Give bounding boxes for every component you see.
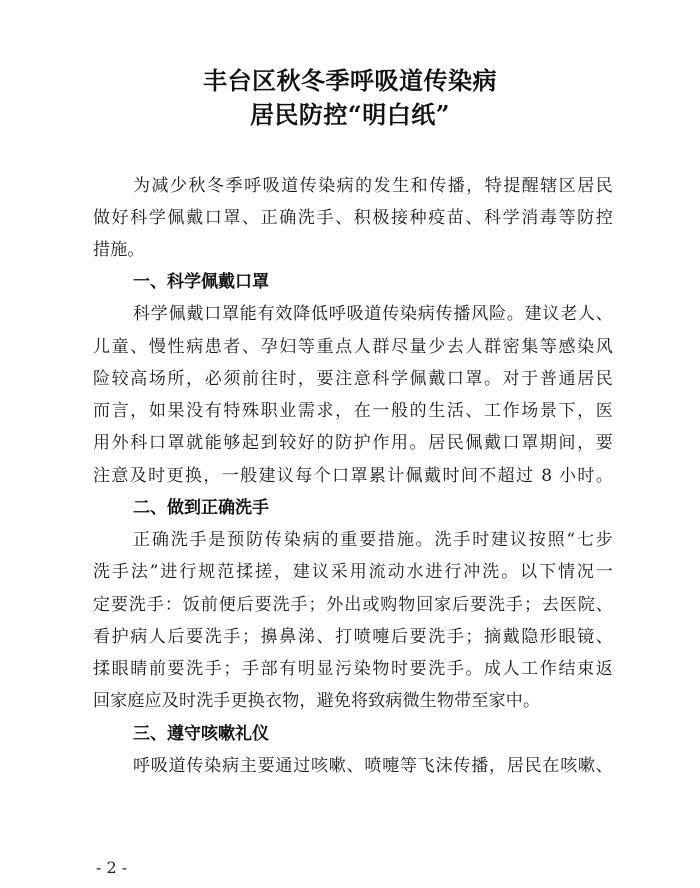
intro-line-3: 措施。 bbox=[93, 240, 145, 260]
intro-line-1: 为减少秋冬季呼吸道传染病的发生和传播，特提醒辖区居民 bbox=[133, 176, 613, 196]
masks-line-3: 险较高场所，必须前往时，要注意科学佩戴口罩。对于普通居民 bbox=[93, 369, 613, 389]
cough-line-1: 呼吸道传染病主要通过咳嗽、喷嚏等飞沫传播，居民在咳嗽、 bbox=[133, 756, 613, 776]
masks-line-2: 儿童、慢性病患者、孕妇等重点人群尽量少去人群密集等感染风 bbox=[93, 337, 613, 357]
intro-line-2: 做好科学佩戴口罩、正确洗手、积极接种疫苗、科学消毒等防控 bbox=[93, 208, 613, 228]
section-heading-cough-etiquette: 三、遵守咳嗽礼仪 bbox=[133, 724, 269, 744]
section-heading-handwashing: 二、做到正确洗手 bbox=[133, 498, 269, 518]
page-number: - 2 - bbox=[96, 858, 128, 877]
handwashing-line-5: 揉眼睛前要洗手；手部有明显污染物时要洗手。成人工作结束返 bbox=[93, 659, 613, 679]
document-title-line-1: 丰台区秋冬季呼吸道传染病 bbox=[203, 66, 497, 95]
masks-line-5: 用外科口罩就能够起到较好的防护作用。居民佩戴口罩期间，要 bbox=[93, 433, 613, 453]
handwashing-line-6: 回家庭应及时洗手更换衣物，避免将致病微生物带至家中。 bbox=[93, 691, 541, 711]
masks-line-4: 而言，如果没有特殊职业需求，在一般的生活、工作场景下，医 bbox=[93, 401, 613, 421]
handwashing-line-2: 洗手法”进行规范揉搓，建议采用流动水进行冲洗。以下情况一 bbox=[93, 562, 613, 582]
section-heading-masks: 一、科学佩戴口罩 bbox=[133, 272, 269, 292]
handwashing-line-4: 看护病人后要洗手；擤鼻涕、打喷嚏后要洗手；摘戴隐形眼镜、 bbox=[93, 627, 613, 647]
masks-line-1: 科学佩戴口罩能有效降低呼吸道传染病传播风险。建议老人、 bbox=[133, 304, 613, 324]
masks-line-6: 注意及时更换，一般建议每个口罩累计佩戴时间不超过 8 小时。 bbox=[93, 466, 613, 486]
document-title-line-2: 居民防控“明白纸” bbox=[249, 100, 451, 129]
handwashing-line-1: 正确洗手是预防传染病的重要措施。洗手时建议按照“七步 bbox=[133, 530, 613, 550]
handwashing-line-3: 定要洗手：饭前便后要洗手；外出或购物回家后要洗手；去医院、 bbox=[93, 595, 613, 615]
